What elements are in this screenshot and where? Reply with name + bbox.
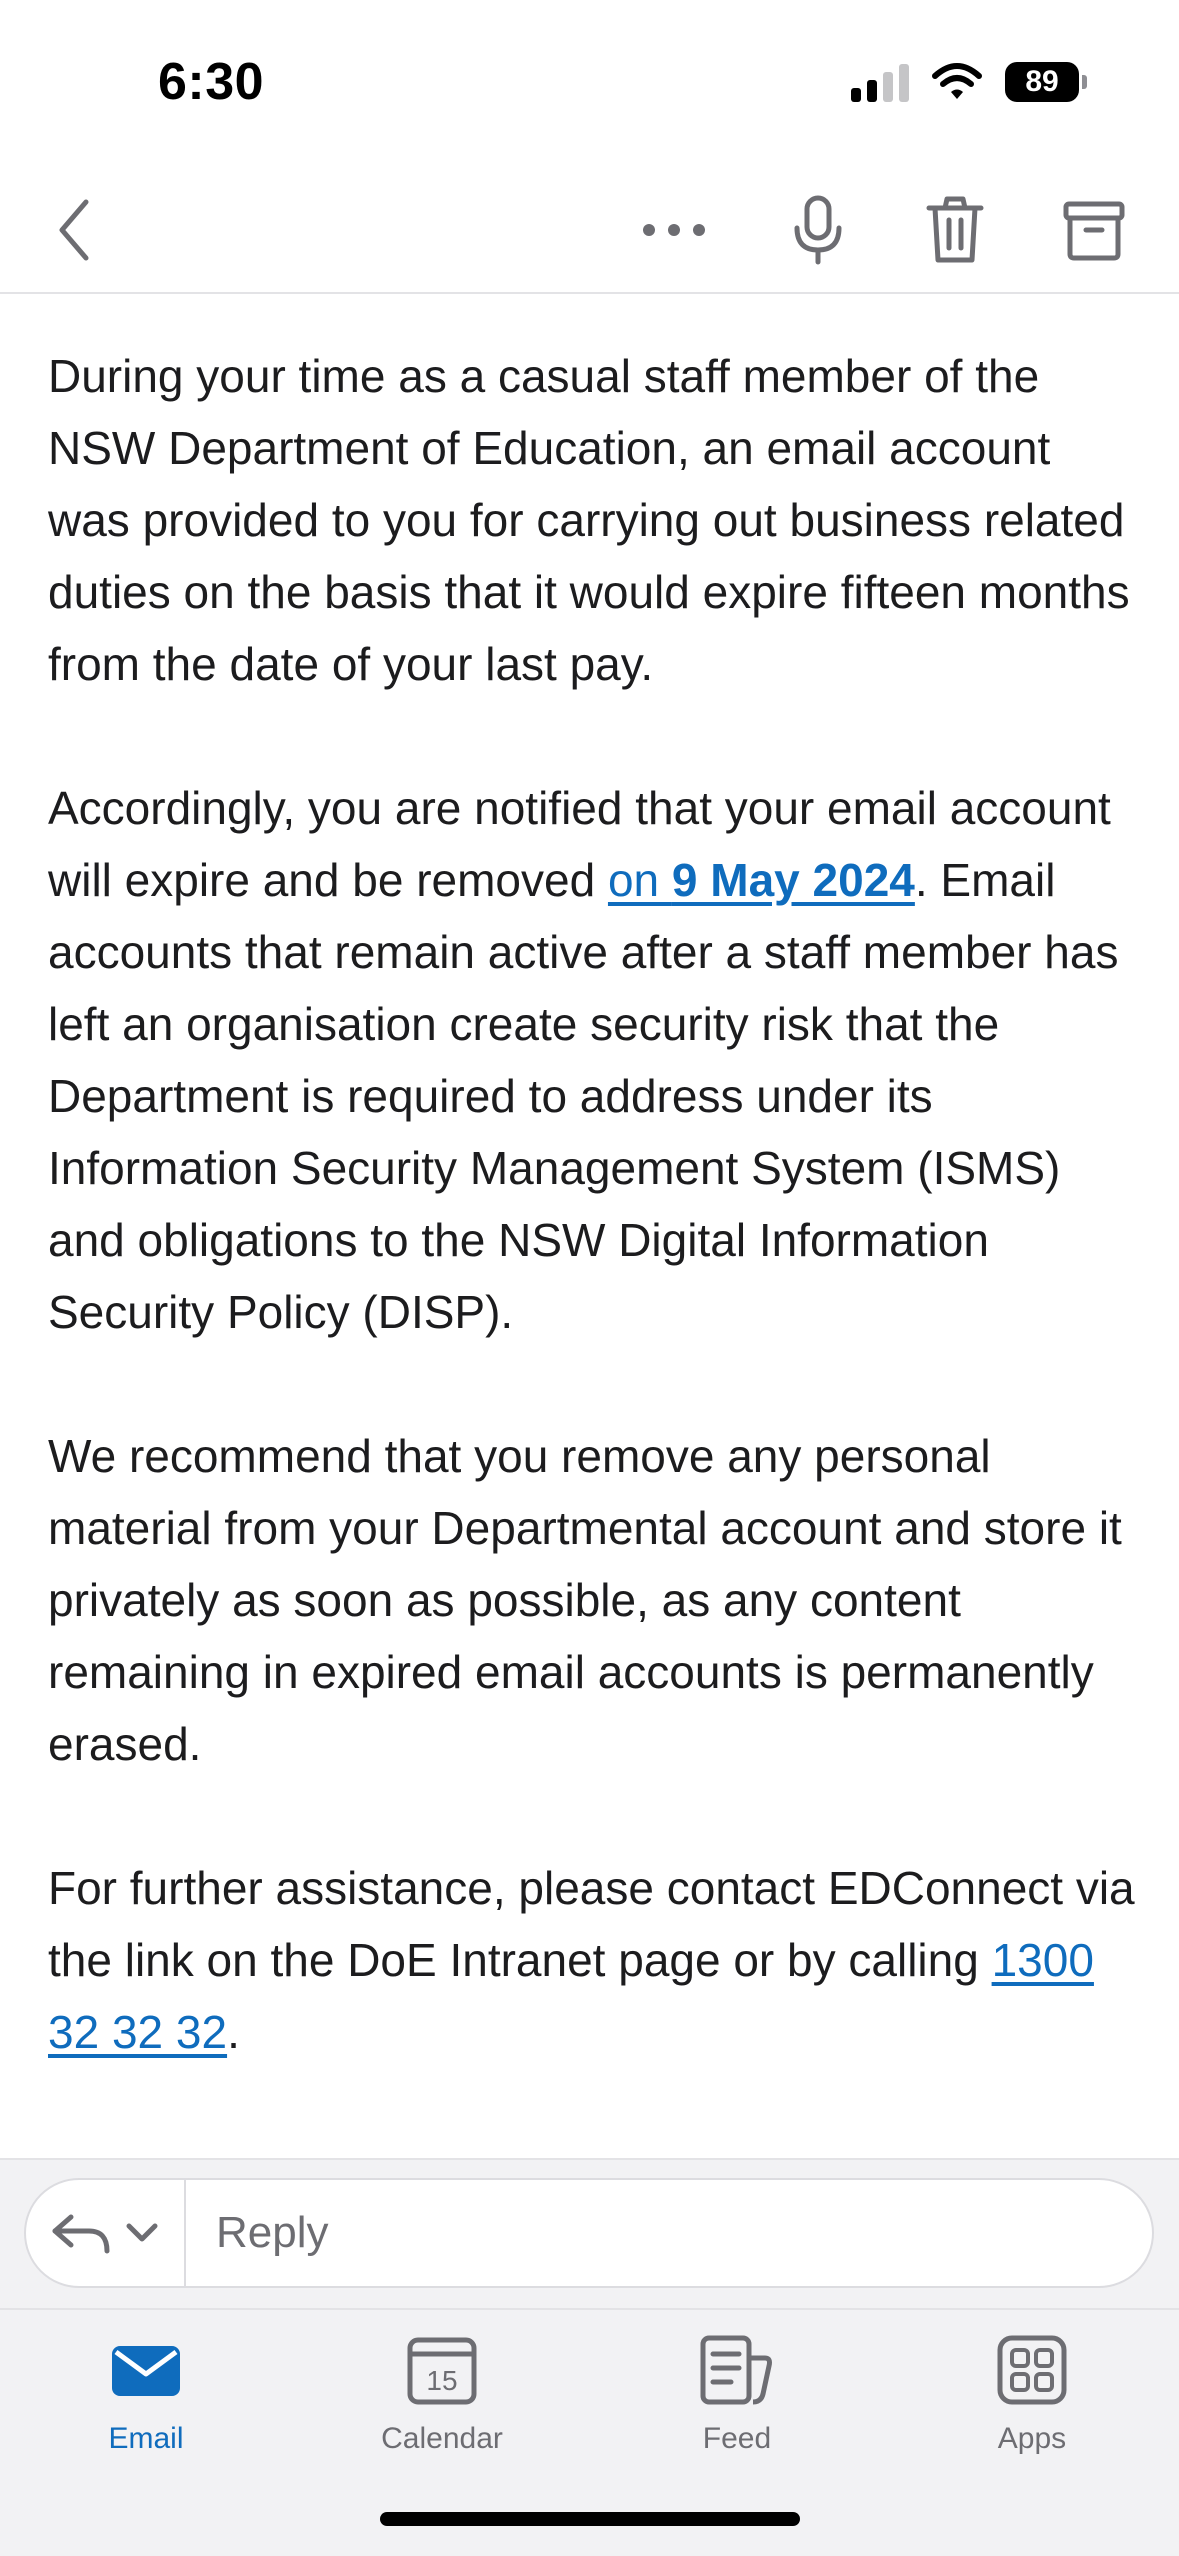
apps-grid-icon (992, 2330, 1072, 2410)
nav-item-email[interactable] (46, 2330, 246, 2456)
more-options-button[interactable] (634, 190, 714, 270)
expiry-date-link-date: 9 May 2024 (671, 854, 915, 906)
home-indicator[interactable] (380, 2512, 800, 2526)
nav-item-apps[interactable] (932, 2330, 1132, 2456)
expiry-date-link[interactable] (608, 854, 915, 906)
calendar-day-number: 15 (426, 2365, 458, 2396)
p4-text-before: For further assistance, please contact EDConnect via the link on the DoE Intranet page or by calling (48, 1862, 1135, 1986)
status-bar (0, 0, 1179, 160)
chevron-down-icon (125, 2222, 159, 2244)
wifi-icon (931, 62, 983, 102)
phone-number-link[interactable]: 1300 32 32 32 (48, 1934, 1094, 2058)
reply-placeholder: Reply (216, 2208, 329, 2257)
battery-icon (1005, 62, 1079, 102)
nav-label-apps: Apps (997, 2422, 1067, 2455)
envelope-icon (106, 2330, 186, 2410)
status-icons (851, 62, 1079, 102)
nav-label-email: Email (108, 2422, 184, 2455)
feed-icon (697, 2330, 777, 2410)
calendar-icon (402, 2330, 482, 2410)
trash-icon (925, 194, 985, 266)
body-paragraph-2 (48, 772, 1138, 1348)
reply-options-button[interactable] (26, 2180, 186, 2286)
back-button[interactable] (34, 190, 114, 270)
reply-bar (0, 2158, 1179, 2308)
dictate-button[interactable] (778, 190, 858, 270)
message-toolbar (0, 170, 1179, 294)
archive-button[interactable] (1054, 190, 1134, 270)
nav-item-calendar[interactable] (342, 2330, 542, 2456)
archive-icon (1062, 198, 1126, 262)
nav-label-feed: Feed (702, 2422, 772, 2455)
nav-item-feed[interactable] (637, 2330, 837, 2456)
microphone-icon (790, 194, 846, 266)
p4-text-after: . (227, 2006, 240, 2058)
status-time: 6:30 (158, 53, 265, 111)
more-dots-icon (639, 220, 709, 240)
nav-label-calendar: Calendar (381, 2422, 503, 2455)
p2-text-after: . Email accounts that remain active after a staff member has left an organisation create security risk that the Department is required to address under its Information Security Management System (ISMS) and obligations to the NSW Digital Information Security Policy (DISP). (48, 854, 1119, 1338)
reply-arrow-icon (51, 2211, 111, 2255)
body-paragraph-1: During your time as a casual staff member of the NSW Department of Education, an email account was provided to you for carrying out business related duties on the basis that it would expire fifteen months from the date of your last pay. (48, 350, 1130, 690)
reply-field[interactable] (24, 2178, 1154, 2288)
cellular-signal-icon (851, 62, 909, 102)
email-body (48, 340, 1138, 2140)
chevron-left-icon (44, 190, 104, 270)
delete-button[interactable] (915, 190, 995, 270)
body-paragraph-4 (48, 1852, 1138, 2068)
battery-level: 89 (1025, 65, 1059, 98)
p2-text-before: Accordingly, you are notified that your email account will expire and be removed (48, 782, 1111, 906)
body-paragraph-3: We recommend that you remove any personal material from your Departmental account and store it privately as soon as possible, as any content remaining in expired email accounts is permanently erased. (48, 1430, 1122, 1770)
expiry-date-link-prefix: on (607, 854, 672, 906)
